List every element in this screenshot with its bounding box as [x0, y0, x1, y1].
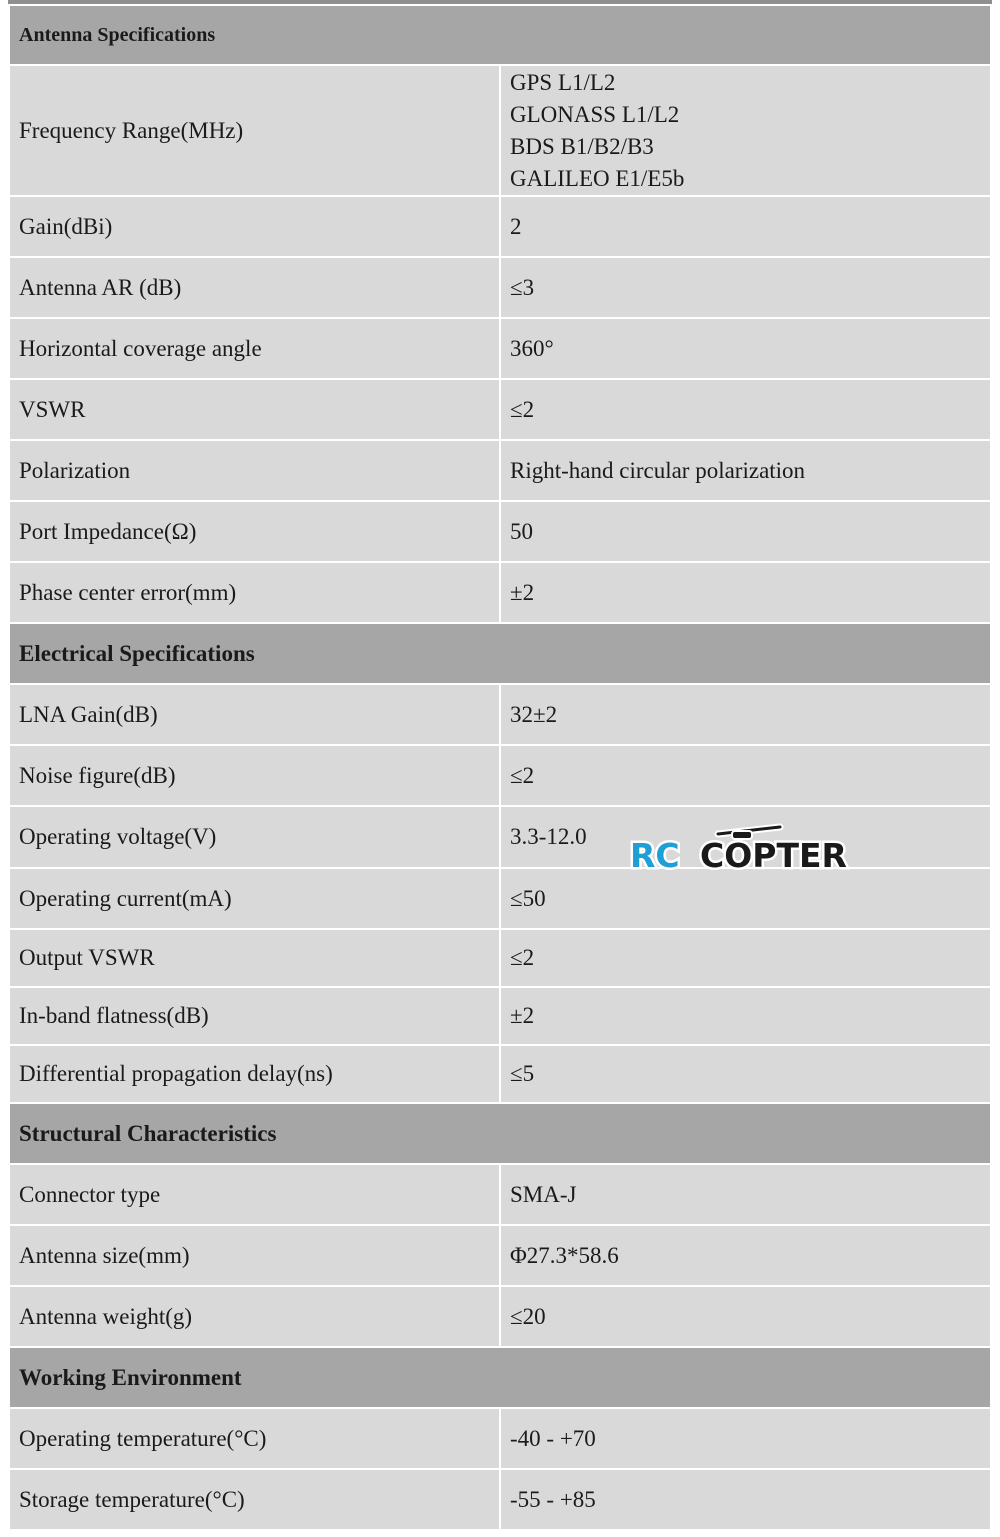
row-value: ≤50 — [500, 868, 991, 929]
row-label: In-band flatness(dB) — [9, 987, 500, 1045]
row-label: Frequency Range(MHz) — [9, 65, 500, 196]
row-label: Antenna AR (dB) — [9, 257, 500, 318]
row-value — [500, 65, 991, 196]
row-value: 3.3-12.0 — [500, 806, 991, 868]
row-label: Polarization — [9, 440, 500, 501]
row-label: Operating voltage(V) — [9, 806, 500, 868]
row-label: Differential propagation delay(ns) — [9, 1045, 500, 1103]
row-label: Operating temperature(°C) — [9, 1408, 500, 1469]
row-value: Right-hand circular polarization — [500, 440, 991, 501]
table-row — [9, 1408, 991, 1469]
watermark-copter-text: COPTER — [700, 836, 847, 873]
row-value: -55 - +85 — [500, 1469, 991, 1530]
section-header — [9, 623, 991, 684]
row-value: 360° — [500, 318, 991, 379]
section-title-antenna: Antenna Specifications — [9, 5, 991, 65]
row-value: ≤3 — [500, 257, 991, 318]
row-label: Antenna weight(g) — [9, 1286, 500, 1347]
row-value: ≤20 — [500, 1286, 991, 1347]
row-value: ±2 — [500, 562, 991, 623]
row-value: ≤5 — [500, 1045, 991, 1103]
row-label: LNA Gain(dB) — [9, 684, 500, 745]
table-row — [9, 562, 991, 623]
row-label: Connector type — [9, 1164, 500, 1225]
frequency-band: GPS L1/L2 — [510, 69, 616, 95]
table-row — [9, 929, 991, 987]
row-label: Port Impedance(Ω) — [9, 501, 500, 562]
frequency-band: GALILEO E1/E5b — [510, 165, 685, 191]
table-row — [9, 1469, 991, 1530]
row-value: Φ27.3*58.6 — [500, 1225, 991, 1286]
row-label: Noise figure(dB) — [9, 745, 500, 806]
row-value: 32±2 — [500, 684, 991, 745]
frequency-band: GLONASS L1/L2 — [510, 101, 680, 127]
row-label: Storage temperature(°C) — [9, 1469, 500, 1530]
section-header — [9, 5, 991, 65]
row-value: -40 - +70 — [500, 1408, 991, 1469]
row-label: VSWR — [9, 379, 500, 440]
row-label: Gain(dBi) — [9, 196, 500, 257]
table-row — [9, 379, 991, 440]
section-header — [9, 1347, 991, 1408]
row-value: ≤2 — [500, 929, 991, 987]
table-row — [9, 1045, 991, 1103]
table-row — [9, 440, 991, 501]
frequency-band: BDS B1/B2/B3 — [510, 133, 654, 159]
watermark-rc-text: RC — [630, 836, 680, 873]
section-header — [9, 1103, 991, 1164]
table-row — [9, 987, 991, 1045]
row-label: Horizontal coverage angle — [9, 318, 500, 379]
row-label: Output VSWR — [9, 929, 500, 987]
rc-copter-watermark-logo — [628, 823, 878, 873]
row-label: Antenna size(mm) — [9, 1225, 500, 1286]
table-row — [9, 257, 991, 318]
table-row — [9, 745, 991, 806]
row-value: ≤2 — [500, 379, 991, 440]
table-row — [9, 1225, 991, 1286]
table-row — [9, 1164, 991, 1225]
row-value: ±2 — [500, 987, 991, 1045]
table-row — [9, 684, 991, 745]
table-row — [9, 501, 991, 562]
spec-table — [8, 4, 992, 1531]
table-row — [9, 318, 991, 379]
section-title-structural: Structural Characteristics — [9, 1103, 991, 1164]
row-value: SMA-J — [500, 1164, 991, 1225]
table-row — [9, 1286, 991, 1347]
section-title-environment: Working Environment — [9, 1347, 991, 1408]
table-row — [9, 65, 991, 196]
section-title-electrical: Electrical Specifications — [9, 623, 991, 684]
table-row — [9, 868, 991, 929]
row-label: Phase center error(mm) — [9, 562, 500, 623]
row-value: 50 — [500, 501, 991, 562]
row-label: Operating current(mA) — [9, 868, 500, 929]
table-row — [9, 196, 991, 257]
row-value: 2 — [500, 196, 991, 257]
row-value: ≤2 — [500, 745, 991, 806]
